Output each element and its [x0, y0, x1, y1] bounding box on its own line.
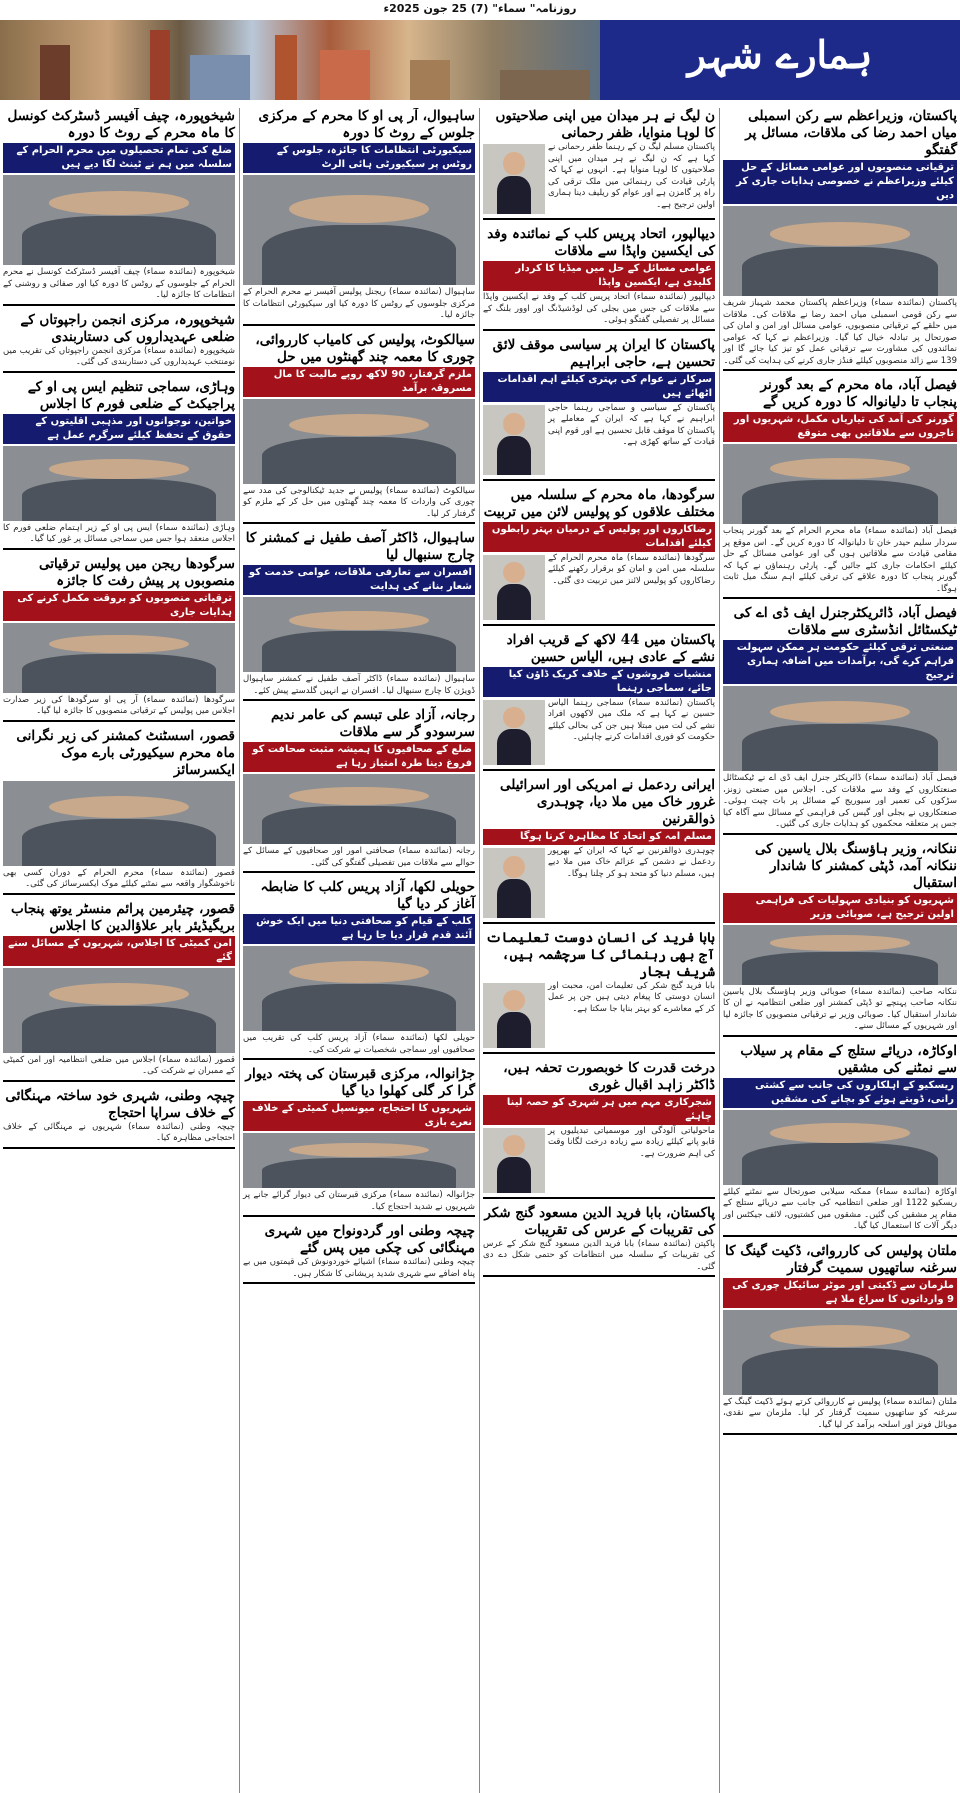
story-headline: پاکستان، وزیراعظم سے رکن اسمبلی میاں احمد رضا کی ملاقات، مسائل پر گفتگو [745, 108, 957, 158]
story-body-with-photo [483, 553, 715, 622]
news-story [483, 1205, 715, 1278]
story-body: قصور (نمائندہ سماء) محرم الحرام کے دوران کسی بھی ناخوشگوار واقعہ سے نمٹنے کیلئے موک ایکسرسائز کی گئی۔ [3, 867, 235, 889]
news-story [483, 487, 715, 626]
news-photo [3, 446, 235, 521]
news-story [723, 108, 957, 371]
story-subheadline: خواتین، نوجوانوں اور مذہبی اقلیتوں کے حقوق کے تحفظ کیلئے سرگرم عمل ہے [3, 414, 235, 444]
news-story [3, 728, 235, 895]
news-story [483, 777, 715, 924]
story-subheadline: گورنر کی آمد کی تیاریاں مکمل، شہریوں اور تاجروں سے ملاقاتیں بھی متوقع [723, 412, 957, 442]
story-body: شیخوپورہ (نمائندہ سماء) مرکزی انجمن راجپوتاں کی تقریب میں نومنتخب عہدیداروں کی دستاربندی کی گئی۔ [3, 345, 235, 367]
story-body-with-photo [483, 142, 715, 216]
story-body: ملتان (نمائندہ سماء) پولیس نے کارروائی کرتے ہوئے ڈکیت گینگ کے سرغنہ کو ساتھیوں سمیت گرفتار کر لیا۔ ملزمان سے نقدی، موبائل فونز اور اسلحہ برآمد کر لیا گیا۔ [723, 1396, 957, 1430]
news-photo [3, 175, 235, 265]
news-story [243, 879, 475, 1060]
news-story [243, 530, 475, 701]
story-headline: ملتان پولیس کی کارروائی، ڈکیت گینگ کا سرغنہ ساتھیوں سمیت گرفتار [725, 1242, 957, 1276]
story-divider [723, 369, 957, 371]
story-body: سرگودھا (نمائندہ سماء) ماہ محرم الحرام کے سلسلہ میں امن و امان کو برقرار رکھنے کیلئے رضاکاروں کو پولیس لائنز میں تربیت دی گئی۔ [548, 552, 715, 586]
story-divider [3, 371, 235, 373]
story-body: چیچہ وطنی (نمائندہ سماء) اشیائے خوردونوش کی قیمتوں میں بے پناہ اضافے سے شہری شدید پریشانی کا شکار ہیں۔ [243, 1257, 475, 1279]
story-headline: ننکانہ، وزیر ہاؤسنگ بلال یاسین کی ننکانہ آمد، ڈپٹی کمشنر کا شاندار استقبال [754, 840, 957, 891]
story-subheadline: ملزم گرفتار، 90 لاکھ روپے مالیت کا مال مسروقہ برآمد [243, 367, 475, 397]
story-divider [723, 1235, 957, 1237]
story-body: دیپالپور (نمائندہ سماء) اتحاد پریس کلب کے وفد نے ایکسین واپڈا سے ملاقات کی جس میں بجلی کی لوڈشیڈنگ اور اوور بلنگ کے مسائل پر تفصیلی گفتگو ہوئی۔ [483, 292, 715, 325]
news-story [243, 1066, 475, 1217]
story-headline: حویلی لکھا، آزاد پریس کلب کا ضابطہ آغاز کر دیا گیا [260, 879, 475, 912]
portrait-photo [483, 555, 545, 620]
story-body: جڑانوالہ (نمائندہ سماء) مرکزی قبرستان کی دیوار گرائے جانے پر شہریوں نے شدید احتجاج کیا۔ [243, 1190, 475, 1212]
news-photo [723, 925, 957, 985]
news-story [3, 1088, 235, 1149]
story-divider [243, 1215, 475, 1217]
news-photo [243, 597, 475, 672]
story-divider [3, 893, 235, 895]
story-body: رجانہ (نمائندہ سماء) صحافتی امور اور صحافیوں کے مسائل کے حوالے سے ملاقات میں تفصیلی گفتگو کی گئی۔ [243, 846, 475, 868]
story-divider [243, 699, 475, 701]
news-photo [243, 946, 475, 1031]
story-headline: پاکستان، بابا فرید الدین مسعود گنج شکر کی تقریبات کے عرس کی تقریبات [484, 1204, 715, 1238]
story-divider [3, 1147, 235, 1149]
story-body: سیالکوٹ (نمائندہ سماء) پولیس نے جدید ٹیکنالوجی کی مدد سے چوری کی واردات کا معمہ چند گھنٹوں میں حل کر کے ملزم کو گرفتار کر لیا۔ [243, 485, 475, 519]
story-body: پاکستان (نمائندہ سماء) وزیراعظم پاکستان محمد شہباز شریف سے رکن قومی اسمبلی میاں احمد رضا نے ملاقات کی۔ ملاقات میں حلقے کے ترقیاتی منصوبوں، عوامی مسائل اور امن و امان کی صورتحال پر تبادلہ خیال کیا گیا۔ وزیراعظم نے کہا کہ عوامی نمائندوں کی مشاورت سے ترقیاتی عمل کو تیز کیا جائے گا اور 139 سے زائد منصوبوں کیلئے فنڈز جاری کرنے کی ہدایت کی گئی۔ [723, 298, 957, 366]
page-header [0, 0, 960, 108]
story-headline: بابا فرید کی انسان دوست تعلیمات آج بھی رہنمائی کا سرچشمہ ہیں، شریف ہجار [485, 929, 715, 980]
portrait-photo [483, 405, 545, 475]
story-subheadline: رضاکاروں اور پولیس کے درمیان بہتر رابطوں کیلئے اقدامات [483, 522, 715, 552]
story-body: چیچہ وطنی (نمائندہ سماء) شہریوں نے مہنگائی کے خلاف احتجاجی مظاہرہ کیا۔ [3, 1121, 235, 1143]
story-body: فیصل آباد (نمائندہ سماء) ڈائریکٹر جنرل ایف ڈی اے نے ٹیکسٹائل صنعتکاروں کے وفد سے ملاقات کی۔ اجلاس میں صنعتی زونز، سڑکوں کی تعمیر اور سیوریج کے مسائل پر بات چیت ہوئی۔ صنعتکاروں نے بجلی اور گیس کی فراہمی کے مسائل سے آگاہ کیا جس پر متعلقہ محکموں کو ہدایات جاری کی گئیں۔ [723, 773, 957, 829]
story-body-with-photo [483, 1126, 715, 1195]
story-subheadline: منشیات فروشوں کے خلاف کریک ڈاؤن کیا جائے، سماجی رہنما [483, 667, 715, 697]
news-story [483, 930, 715, 1054]
story-body: پاکستان (نمائندہ سماء) سماجی رہنما الیاس حسین نے کہا ہے کہ ملک میں لاکھوں افراد نشے کی لت میں مبتلا ہیں جن کی بحالی کیلئے حکومت کو فوری اقدامات کرنے چاہئیں۔ [548, 697, 715, 742]
story-body: ساہیوال (نمائندہ سماء) ریجنل پولیس آفیسر نے محرم الحرام کے مرکزی جلوسوں کے روٹس کا دورہ کیا اور سیکیورٹی انتظامات کا جائزہ لیا۔ [243, 287, 475, 320]
news-story [3, 312, 235, 373]
news-story [3, 379, 235, 550]
news-photo [723, 1110, 957, 1185]
portrait-photo [483, 848, 545, 918]
story-headline: چیچہ وطنی اور گردونواح میں شہری مہنگائی کی چکی میں پس گئے [264, 1223, 475, 1256]
story-subheadline: کلب کے قیام کو صحافتی دنیا میں ایک خوش آئند قدم قرار دیا جا رہا ہے [243, 914, 475, 944]
story-headline: فیصل آباد، ماہ محرم کے بعد گورنر پنجاب تا دلیانوالہ کا دورہ کریں گے [760, 377, 957, 410]
story-body-with-photo [483, 698, 715, 767]
news-photo [243, 175, 475, 285]
story-body: ساہیوال (نمائندہ سماء) ڈاکٹر آصف طفیل نے کمشنر ساہیوال ڈویژن کا چارج سنبھال لیا۔ افسران نے انہیں گلدستے پیش کئے۔ [243, 674, 475, 696]
portrait-photo [483, 144, 545, 214]
portrait-photo [483, 1128, 545, 1193]
story-subheadline: شہریوں کو بنیادی سہولیات کی فراہمی اولین ترجیح ہے، صوبائی وزیر [723, 893, 957, 923]
section-title: ہمارے شہر [687, 32, 873, 77]
story-headline: وہاڑی، سماجی تنظیم ایس پی او کے پراجیکٹ کے ضلعی فورم کا اجلاس [27, 378, 235, 412]
news-story [483, 226, 715, 331]
story-divider [483, 769, 715, 771]
news-story [723, 377, 957, 599]
story-divider [3, 1080, 235, 1082]
story-body: پاکپتن (نمائندہ سماء) بابا فرید الدین مسعود گنج شکر کے عرس کی تقریبات کے سلسلہ میں انتظامات کو حتمی شکل دے دی گئی۔ [483, 1238, 715, 1272]
news-photo [3, 968, 235, 1053]
news-story [723, 605, 957, 835]
story-subheadline: عوامی مسائل کے حل میں میڈیا کا کردار کلیدی ہے، ایکسین واپڈا [483, 261, 715, 291]
story-divider [723, 833, 957, 835]
news-story [243, 1223, 475, 1284]
news-column-4 [0, 108, 238, 1793]
news-photo [723, 686, 957, 771]
news-story [483, 1060, 715, 1199]
story-subheadline: ضلع کے صحافیوں کا ہمیشہ مثبت صحافت کو فروغ دینا طرہ امتیاز رہا ہے [243, 742, 475, 772]
story-divider [483, 1275, 715, 1277]
story-subheadline: ترقیاتی منصوبوں اور عوامی مسائل کے حل کیلئے وزیراعظم نے خصوصی ہدایات جاری کر دیں [723, 160, 957, 204]
story-divider [483, 329, 715, 331]
news-story [243, 108, 475, 326]
story-headline: چیچہ وطنی، شہری خود ساختہ مہنگائی کے خلاف سراپا احتجاج [5, 1087, 235, 1121]
story-subheadline: ضلع کی تمام تحصیلوں میں محرم الحرام کے سلسلہ میں ہم نے ٹینٹ لگا دیے ہیں [3, 143, 235, 173]
story-divider [483, 1197, 715, 1199]
news-column-3 [240, 108, 478, 1793]
portrait-photo [483, 983, 545, 1048]
story-headline: سرگودھا ریجن میں پولیس ترقیاتی منصوبوں پر پیش رفت کا جائزہ [38, 555, 235, 589]
city-landmarks-banner-image [0, 20, 600, 100]
story-divider [243, 324, 475, 326]
story-headline: شیخوپورہ، مرکزی انجمن راجپوتاں کے ضلعی عہدیداروں کی دستاربندی [20, 311, 235, 345]
story-body-with-photo [483, 846, 715, 920]
story-body-with-photo [483, 981, 715, 1050]
news-photo [243, 399, 475, 484]
story-body: پاکستان کے سیاسی و سماجی رہنما حاجی ابراہیم نے کہا ہے کہ ایران کے معاملے پر پاکستان کا موقف قابل تحسین ہے اور قوم اپنی قیادت کے ساتھ کھڑی ہے۔ [548, 402, 715, 447]
news-story [243, 707, 475, 873]
story-headline: شیخوپورہ، چیف آفیسر ڈسٹرکٹ کونسل کا ماہ محرم کے روٹ کا دورہ [7, 108, 235, 141]
story-body: پاکستان مسلم لیگ ن کے رہنما ظفر رحمانی نے کہا ہے کہ ن لیگ نے ہر میدان میں اپنی صلاحیتوں کا لوہا منوایا ہے۔ انہوں نے کہا کہ پارٹی قیادت کی رہنمائی میں ملک ترقی کی راہ پر گامزن ہے اور عوام کو ریلیف دینا ہماری اولین ترجیح ہے۔ [548, 142, 715, 210]
news-story [243, 332, 475, 525]
story-headline: پاکستان کا ایران پر سیاسی موقف لائق تحسین ہے، حاجی ابراہیم [492, 336, 715, 370]
story-divider [483, 479, 715, 481]
story-divider [243, 522, 475, 524]
story-subheadline: سرکار نے عوام کی بہتری کیلئے اہم اقدامات اٹھائے ہیں [483, 372, 715, 402]
story-headline: رجانہ، آزاد علی تبسم کی عامر ندیم سرسودو گر سے ملاقات [271, 707, 475, 740]
story-headline: ایرانی ردعمل نے امریکی اور اسرائیلی غرور خاک میں ملا دیا، چوہدری ذوالقرنین [500, 776, 715, 827]
story-divider [723, 1433, 957, 1435]
story-headline: ن لیگ نے ہر میدان میں اپنی صلاحیتوں کا لوہا منوایا، ظفر رحمانی [495, 108, 715, 141]
story-subheadline: شجرکاری مہم میں ہر شہری کو حصہ لینا چاہئے [483, 1095, 715, 1125]
story-divider [3, 720, 235, 722]
story-divider [243, 871, 475, 873]
story-headline: پاکستان میں 44 لاکھ کے قریب افراد نشے کے عادی ہیں، الیاس حسین [506, 631, 715, 665]
story-headline: درخت قدرت کا خوبصورت تحفہ ہیں، ڈاکٹر زاہد اقبال غوری [503, 1059, 715, 1093]
story-body: چوہدری ذوالقرنین نے کہا کہ ایران کے بھرپور ردعمل نے دشمن کے عزائم خاک میں ملا دیے ہیں، مسلم دنیا کو متحد ہو کر چلنا ہوگا۔ [548, 845, 715, 879]
story-body: ماحولیاتی آلودگی اور موسمیاتی تبدیلیوں پر قابو پانے کیلئے زیادہ سے زیادہ درخت لگانا وقت کی اہم ضرورت ہے۔ [548, 1125, 715, 1159]
section-banner [600, 20, 960, 100]
story-divider [243, 1058, 475, 1060]
news-story [483, 632, 715, 771]
news-story [723, 1043, 957, 1237]
story-headline: قصور، اسسٹنٹ کمشنر کی زیر نگرانی ماہ محرم سیکیورٹی بارے موک ایکسرسائز [16, 727, 235, 778]
story-divider [243, 1282, 475, 1284]
story-body: ننکانہ صاحب (نمائندہ سماء) صوبائی وزیر ہاؤسنگ بلال یاسین ننکانہ صاحب پہنچے تو ڈپٹی کمشنر اور ضلعی انتظامیہ نے ان کا شاندار استقبال کیا۔ صوبائی وزیر نے ترقیاتی منصوبوں کا جائزہ لیا اور شہریوں کے مسائل سنے۔ [723, 986, 957, 1031]
story-divider [483, 624, 715, 626]
story-body: شیخوپورہ (نمائندہ سماء) چیف آفیسر ڈسٹرکٹ کونسل نے محرم الحرام کے جلوسوں کے روٹس کا دورہ کیا اور صفائی و روشنی کے انتظامات کا جائزہ لیا۔ [3, 267, 235, 300]
story-body: اوکاڑہ (نمائندہ سماء) ممکنہ سیلابی صورتحال سے نمٹنے کیلئے ریسکیو 1122 اور ضلعی انتظامیہ کی جانب سے دریائے ستلج کے مقام پر مشقیں کی گئیں۔ مشقوں میں کشتیوں، لائف جیکٹس اور دیگر آلات کا استعمال کیا گیا۔ [723, 1186, 958, 1231]
story-divider [483, 922, 715, 924]
news-photo [3, 781, 235, 866]
news-photo [243, 1133, 475, 1188]
story-divider [3, 304, 235, 306]
news-story [723, 841, 957, 1037]
news-story [3, 556, 235, 722]
story-headline: سیالکوٹ، پولیس کی کامیاب کارروائی، چوری کا معمہ چند گھنٹوں میں حل [255, 331, 475, 365]
news-photo [723, 444, 957, 524]
story-headline: جڑانوالہ، مرکزی قبرستان کی پختہ دیوار گرا کر گلی کھلوا دیا گیا [245, 1066, 475, 1099]
story-body: بابا فرید گنج شکر کی تعلیمات امن، محبت اور انسان دوستی کا پیغام دیتی ہیں جن پر عمل کر کے معاشرے کو بہتر بنایا جا سکتا ہے۔ [548, 980, 715, 1014]
story-headline: سرگودھا، ماہ محرم کے سلسلہ میں مختلف علاقوں کو پولیس لائن میں تربیت [483, 486, 715, 520]
news-story [483, 108, 715, 220]
story-headline: فیصل آباد، ڈائریکٹرجنرل ایف ڈی اے کی ٹیکسٹائل انڈسٹری سے ملاقات [733, 605, 957, 638]
news-photo [723, 1310, 957, 1395]
story-subheadline: ملزمان سے ڈکیتی اور موٹر سائیکل چوری کی 9 وارداتوں کا سراغ ملا ہے [723, 1278, 957, 1308]
portrait-photo [483, 700, 545, 765]
story-subheadline: ریسکیو کے اہلکاروں کی جانب سے کشتی رانی، ڈوبتے ہوئے کو بچانے کی مشقیں [723, 1078, 957, 1108]
story-headline: ساہیوال، آر پی او کا محرم کے مرکزی جلوس کے روٹ کا دورہ [258, 108, 475, 141]
news-story [3, 901, 235, 1082]
story-divider [483, 218, 715, 220]
news-column-2 [480, 108, 718, 1793]
story-divider [723, 597, 957, 599]
news-column-1 [720, 108, 960, 1793]
story-body-with-photo [483, 403, 715, 477]
story-subheadline: افسران سے تعارفی ملاقات، عوامی خدمت کو شعار بنانے کی ہدایت [243, 565, 475, 595]
story-subheadline: مسلم امہ کو اتحاد کا مظاہرہ کرنا ہوگا [483, 829, 715, 845]
news-story [3, 108, 235, 306]
news-photo [243, 774, 475, 844]
story-headline: ساہیوال، ڈاکٹر آصف طفیل نے کمشنر کا چارج سنبھال لیا [245, 530, 475, 563]
story-subheadline: ترقیاتی منصوبوں کو بروقت مکمل کرنے کی ہدایات جاری [3, 591, 235, 621]
story-body: قصور (نمائندہ سماء) اجلاس میں ضلعی انتظامیہ اور امن کمیٹی کے ممبران نے شرکت کی۔ [3, 1054, 235, 1076]
story-subheadline: صنعتی ترقی کیلئے حکومت ہر ممکن سہولت فراہم کرے گی، برآمدات میں اضافہ ہماری ترجیح [723, 640, 957, 684]
story-divider [723, 1035, 957, 1037]
news-photo [3, 623, 235, 693]
story-subheadline: امن کمیٹی کا اجلاس، شہریوں کے مسائل سنے گئے [3, 936, 235, 966]
story-subheadline: شہریوں کا احتجاج، میونسپل کمیٹی کے خلاف نعرے بازی [243, 1101, 475, 1131]
story-divider [3, 548, 235, 550]
story-headline: دیپالپور، اتحاد پریس کلب کے نمائندہ وفد کی ایکسین واپڈا سے ملاقات [487, 226, 715, 259]
news-photo [723, 206, 957, 296]
issue-date: روزنامہ" سماء" (7) 25 جون 2025ء [383, 2, 577, 15]
news-story [483, 337, 715, 481]
news-story [723, 1243, 957, 1436]
story-headline: اوکاڑہ، دریائے ستلج کے مقام پر سیلاب سے نمٹنے کی مشقیں [740, 1042, 957, 1076]
story-headline: قصور، چیئرمین پرائم منسٹر یوتھ پنجاب بریگیڈیئر بابر علاؤالدین کا اجلاس [11, 900, 235, 934]
story-body: حویلی لکھا (نمائندہ سماء) آزاد پریس کلب کی تقریب میں صحافیوں اور سماجی شخصیات نے شرکت کی۔ [243, 1033, 475, 1055]
story-body: سرگودھا (نمائندہ سماء) آر پی او سرگودھا کی زیر صدارت اجلاس میں پولیس کے ترقیاتی منصوبوں کا جائزہ لیا گیا۔ [3, 694, 235, 716]
story-body: وہاڑی (نمائندہ سماء) ایس پی او کے زیر اہتمام ضلعی فورم کا اجلاس منعقد ہوا جس میں سماجی مسائل پر غور کیا گیا۔ [3, 522, 235, 544]
story-body: فیصل آباد (نمائندہ سماء) ماہ محرم الحرام کے بعد گورنر پنجاب سردار سلیم حیدر خان تا دلیانوالہ کا دورہ کریں گے۔ اس موقع پر مقامی قیادت سے ملاقاتیں ہوں گی اور عوامی مسائل کے حل کیلئے احکامات جاری کئے جائیں گے۔ پارٹی رہنماؤں نے کہا کہ گورنر پنجاب کا دورہ علاقے کی ترقی کیلئے اہم سنگ میل ثابت ہوگا۔ [723, 526, 957, 594]
story-divider [483, 1052, 715, 1054]
story-subheadline: سیکیورٹی انتظامات کا جائزہ، جلوس کے روٹس پر سیکیورٹی ہائی الرٹ [243, 143, 475, 173]
